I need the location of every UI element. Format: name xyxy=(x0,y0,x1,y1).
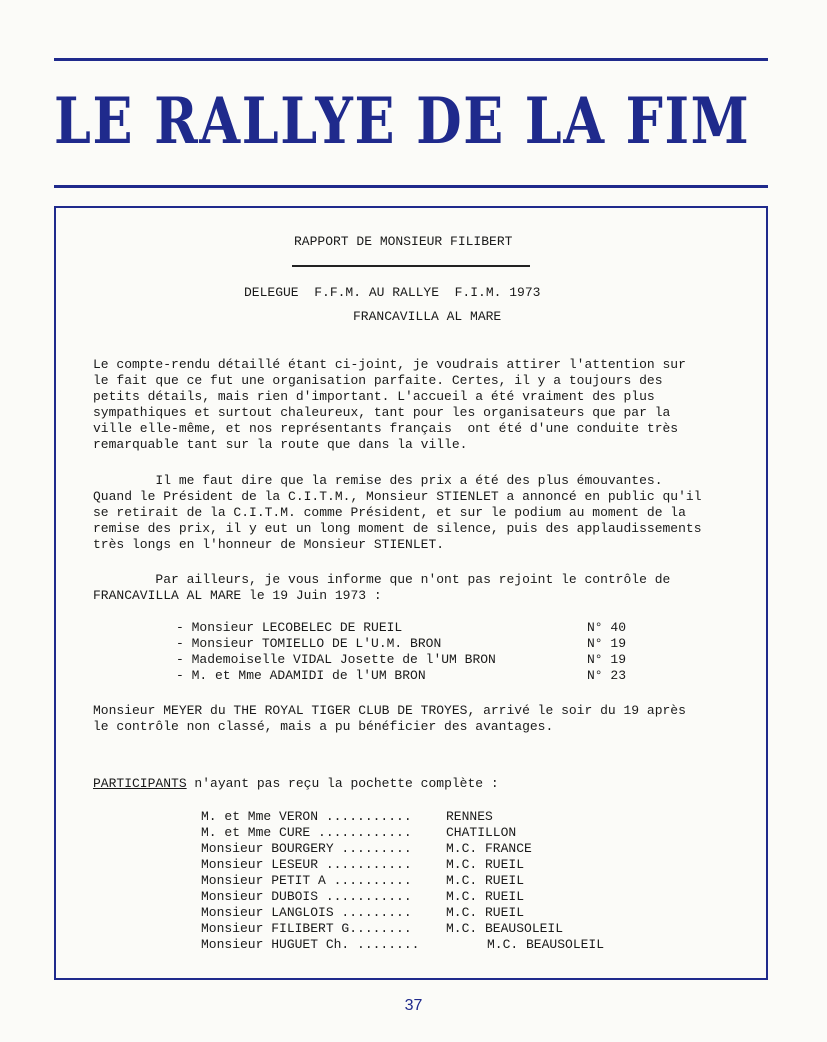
paragraph-line: Il me faut dire que la remise des prix a été des plus émouvantes. xyxy=(93,473,663,488)
paragraph-line: sympathiques et surtout chaleureux, tant pour les organisateurs que par la xyxy=(93,405,671,420)
participant-name: Monsieur DUBOIS ........... xyxy=(201,889,412,904)
paragraph-line: le contrôle non classé, mais a pu bénéficier des avantages. xyxy=(93,719,554,734)
participant-club: RENNES xyxy=(446,809,493,824)
page-title: LE RALLYE DE LA FIM xyxy=(54,84,751,159)
absent-name: - M. et Mme ADAMIDI de l'UM BRON xyxy=(176,668,426,683)
paragraph-line: Par ailleurs, je vous informe que n'ont pas rejoint le contrôle de xyxy=(93,572,671,587)
participant-club: CHATILLON xyxy=(446,825,517,840)
participants-heading xyxy=(93,776,499,792)
paragraph-line: ville elle-même, et nos représentants français ont été d'une conduite très xyxy=(93,421,679,436)
participant-name: Monsieur BOURGERY ......... xyxy=(201,841,412,856)
absent-name: - Monsieur TOMIELLO DE L'U.M. BRON xyxy=(176,636,442,651)
participant-club: M.C. RUEIL xyxy=(446,905,525,920)
absent-number: N° 19 xyxy=(587,652,627,667)
heading-divider xyxy=(292,265,530,267)
paragraph-line: très longs en l'honneur de Monsieur STIENLET. xyxy=(93,537,445,552)
participant-name: Monsieur PETIT A .......... xyxy=(201,873,412,888)
paragraph-line: Quand le Président de la C.I.T.M., Monsieur STIENLET a annoncé en public qu'il xyxy=(93,489,702,504)
report-subheading-delegate: DELEGUE F.F.M. AU RALLYE F.I.M. 1973 xyxy=(244,285,541,300)
paragraph-line: Le compte-rendu détaillé étant ci-joint, je voudrais attirer l'attention sur xyxy=(93,357,686,372)
absent-number: N° 23 xyxy=(587,668,627,683)
participant-club: M.C. FRANCE xyxy=(446,841,532,856)
participant-name: Monsieur HUGUET Ch. ........ xyxy=(201,937,420,952)
paragraph-line: Monsieur MEYER du THE ROYAL TIGER CLUB DE TROYES, arrivé le soir du 19 après xyxy=(93,703,686,718)
paragraph-line: le fait que ce fut une organisation parfaite. Certes, il y a toujours des xyxy=(93,373,663,388)
participant-club: M.C. BEAUSOLEIL xyxy=(446,921,564,936)
participant-club: M.C. RUEIL xyxy=(446,889,525,904)
paragraph-line: se retirait de la C.I.T.M. comme Président, et sur le podium au moment de la xyxy=(93,505,686,520)
absent-number: N° 40 xyxy=(587,620,627,635)
absent-number: N° 19 xyxy=(587,636,627,651)
participant-name: M. et Mme VERON ........... xyxy=(201,809,412,824)
participants-heading-label: PARTICIPANTS xyxy=(93,776,187,791)
page-number: 37 xyxy=(404,997,423,1014)
participant-club: M.C. BEAUSOLEIL xyxy=(487,937,605,952)
report-heading: RAPPORT DE MONSIEUR FILIBERT xyxy=(294,234,513,249)
participant-club: M.C. RUEIL xyxy=(446,857,525,872)
absent-name: - Mademoiselle VIDAL Josette de l'UM BRON xyxy=(176,652,496,667)
participant-name: Monsieur FILIBERT G........ xyxy=(201,921,412,936)
participant-club: M.C. RUEIL xyxy=(446,873,525,888)
participant-name: Monsieur LESEUR ........... xyxy=(201,857,412,872)
top-rule xyxy=(54,58,768,61)
participants-heading-rest: n'ayant pas reçu la pochette complète : xyxy=(186,776,499,791)
report-subheading-location: FRANCAVILLA AL MARE xyxy=(353,309,502,324)
title-underline-rule xyxy=(54,185,768,188)
participant-name: Monsieur LANGLOIS ......... xyxy=(201,905,412,920)
paragraph-line: remarquable tant sur la route que dans la ville. xyxy=(93,437,468,452)
paragraph-line: remise des prix, il y eut un long moment de silence, puis des applaudissements xyxy=(93,521,702,536)
participant-name: M. et Mme CURE ............ xyxy=(201,825,412,840)
paragraph-line: FRANCAVILLA AL MARE le 19 Juin 1973 : xyxy=(93,588,382,603)
absent-name: - Monsieur LECOBELEC DE RUEIL xyxy=(176,620,403,635)
paragraph-line: petits détails, mais rien d'important. L'accueil a été vraiment des plus xyxy=(93,389,655,404)
